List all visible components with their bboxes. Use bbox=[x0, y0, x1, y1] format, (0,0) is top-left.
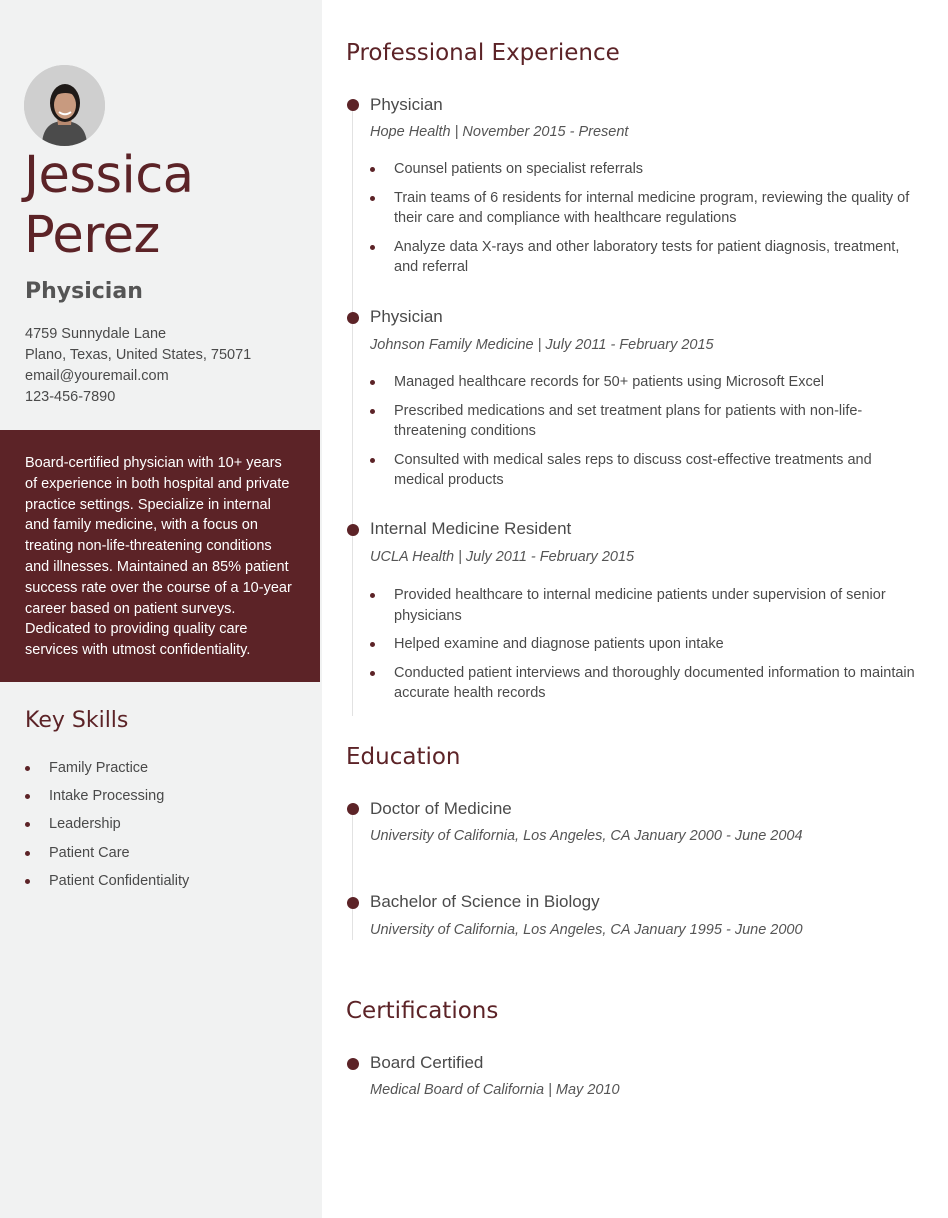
candidate-name bbox=[24, 146, 314, 266]
timeline-dot bbox=[347, 803, 359, 815]
bullet-item: Analyze data X-rays and other laboratory tests for patient diagnosis, treatment, and referral bbox=[370, 237, 916, 278]
address-line: 4759 Sunnydale Lane bbox=[25, 326, 167, 342]
degree-title: Doctor of Medicine bbox=[370, 799, 512, 818]
contact-info bbox=[25, 324, 251, 408]
job-bullets bbox=[370, 372, 916, 499]
bullet-item: Prescribed medications and set treatment plans for patients with non-life-threatening conditions bbox=[370, 401, 916, 442]
degree-title: Bachelor of Science in Biology bbox=[370, 892, 600, 911]
avatar bbox=[24, 65, 105, 146]
job-role: Physician bbox=[370, 95, 443, 114]
job-meta: Hope Health | November 2015 - Present bbox=[370, 124, 629, 140]
timeline-dot bbox=[347, 1058, 359, 1070]
bullet-item: Provided healthcare to internal medicine patients under supervision of senior physicians bbox=[370, 585, 916, 626]
bullet-item: Managed healthcare records for 50+ patients using Microsoft Excel bbox=[370, 372, 916, 393]
certification-meta: Medical Board of California | May 2010 bbox=[370, 1082, 620, 1098]
job-role: Internal Medicine Resident bbox=[370, 519, 572, 538]
experience-heading: Professional Experience bbox=[346, 40, 620, 66]
job-meta: UCLA Health | July 2011 - February 2015 bbox=[370, 549, 635, 565]
experience-timeline bbox=[352, 106, 353, 716]
summary-box bbox=[0, 430, 320, 682]
certifications-heading: Certifications bbox=[346, 998, 499, 1024]
education-timeline bbox=[352, 810, 353, 940]
phone-text: 123-456-7890 bbox=[25, 389, 116, 405]
certification-title: Board Certified bbox=[370, 1053, 484, 1072]
first-name: Jessica bbox=[24, 146, 194, 205]
job-bullets bbox=[370, 159, 916, 286]
email-text: email@youremail.com bbox=[25, 368, 169, 384]
last-name: Perez bbox=[24, 206, 160, 265]
profile-photo-icon bbox=[24, 65, 105, 146]
timeline-dot bbox=[347, 312, 359, 324]
degree-meta: University of California, Los Angeles, CA January 2000 - June 2004 bbox=[370, 828, 803, 844]
bullet-item: Helped examine and diagnose patients upon intake bbox=[370, 634, 916, 655]
job-title: Physician bbox=[25, 279, 143, 304]
skill-item: Patient Confidentiality bbox=[25, 871, 189, 899]
job-bullets bbox=[370, 585, 916, 712]
bullet-item: Train teams of 6 residents for internal medicine program, reviewing the quality of their care and compliance with healthcare regulations bbox=[370, 188, 916, 229]
skill-item: Family Practice bbox=[25, 758, 189, 786]
city-line: Plano, Texas, United States, 75071 bbox=[25, 347, 252, 363]
education-heading: Education bbox=[346, 744, 461, 770]
skills-list bbox=[25, 758, 189, 899]
job-role: Physician bbox=[370, 307, 443, 326]
sidebar bbox=[0, 0, 322, 1218]
timeline-dot bbox=[347, 99, 359, 111]
degree-meta: University of California, Los Angeles, CA January 1995 - June 2000 bbox=[370, 922, 803, 938]
skill-item: Intake Processing bbox=[25, 786, 189, 814]
skills-heading: Key Skills bbox=[25, 708, 129, 733]
skill-item: Patient Care bbox=[25, 843, 189, 871]
bullet-item: Counsel patients on specialist referrals bbox=[370, 159, 916, 180]
main-content bbox=[346, 0, 926, 1218]
summary-text: Board-certified physician with 10+ years of experience in both hospital and private practice settings. Specialize in internal and family medicine, with a focus on treating non-life-threatening conditions and illnesses. Maintained an 85% patient success rate over the course of a 10-year career based on patient surveys. Dedicated to providing quality care services with utmost confidentiality. bbox=[25, 455, 292, 659]
skill-item: Leadership bbox=[25, 814, 189, 842]
timeline-dot bbox=[347, 897, 359, 909]
job-meta: Johnson Family Medicine | July 2011 - February 2015 bbox=[370, 337, 714, 353]
bullet-item: Consulted with medical sales reps to discuss cost-effective treatments and medical products bbox=[370, 450, 916, 491]
bullet-item: Conducted patient interviews and thoroughly documented information to maintain accurate health records bbox=[370, 663, 916, 704]
timeline-dot bbox=[347, 524, 359, 536]
